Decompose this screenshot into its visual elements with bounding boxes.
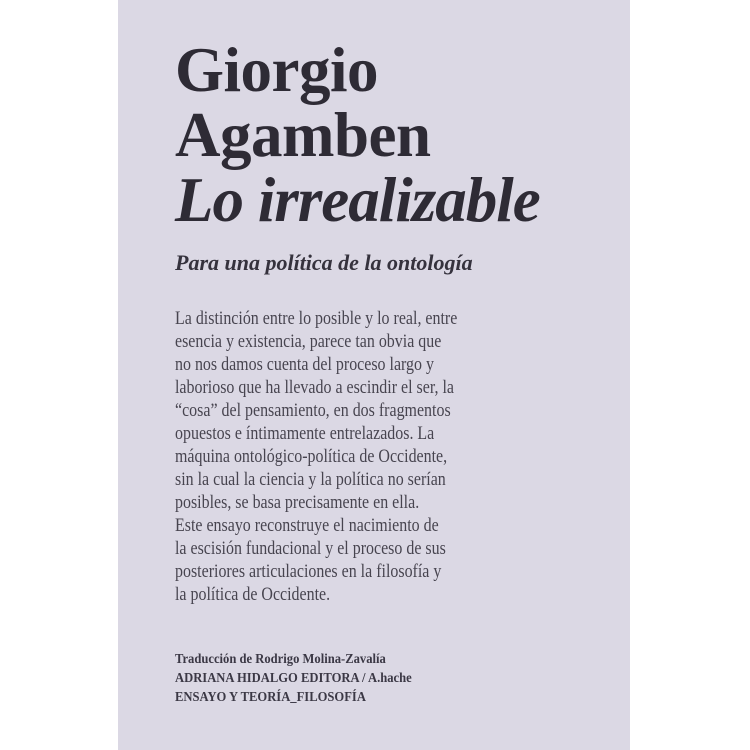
text-line: Agamben xyxy=(175,100,431,170)
text-line: opuestos e íntimamente entrelazados. La xyxy=(175,423,435,444)
text-line: posibles, se basa precisamente en ella. xyxy=(175,492,420,513)
cover-footer xyxy=(175,650,463,707)
book-subtitle: Para una política de la ontología xyxy=(175,250,473,275)
text-line: laborioso que ha llevado a escindir el ser, la xyxy=(175,377,455,398)
text-line: posteriores articulaciones en la filosofía y xyxy=(175,561,442,582)
book-title: Lo irrealizable xyxy=(175,165,540,235)
text-line: “cosa” del pensamiento, en dos fragmentos xyxy=(175,400,451,421)
text-line: máquina ontológico-política de Occidente, xyxy=(175,446,448,467)
book-description xyxy=(175,307,536,606)
translator-credit: Traducción de Rodrigo Molina-Zavalía xyxy=(175,652,386,667)
text-line: no nos damos cuenta del proceso largo y xyxy=(175,354,434,375)
text-line: Giorgio xyxy=(175,35,378,105)
text-line: Este ensayo reconstruye el nacimiento de xyxy=(175,515,439,536)
text-line: la escisión fundacional y el proceso de sus xyxy=(175,538,446,559)
text-line: La distinción entre lo posible y lo real, entre xyxy=(175,308,458,329)
text-line: sin la cual la ciencia y la política no serían xyxy=(175,469,446,490)
book-cover xyxy=(118,0,630,750)
text-line: la política de Occidente. xyxy=(175,584,331,605)
author-name xyxy=(175,35,630,170)
publisher-credit: ADRIANA HIDALGO EDITORA / A.hache xyxy=(175,671,412,686)
category-credit: ENSAYO Y TEORÍA_FILOSOFÍA xyxy=(175,690,366,705)
text-line: esencia y existencia, parece tan obvia que xyxy=(175,331,442,352)
